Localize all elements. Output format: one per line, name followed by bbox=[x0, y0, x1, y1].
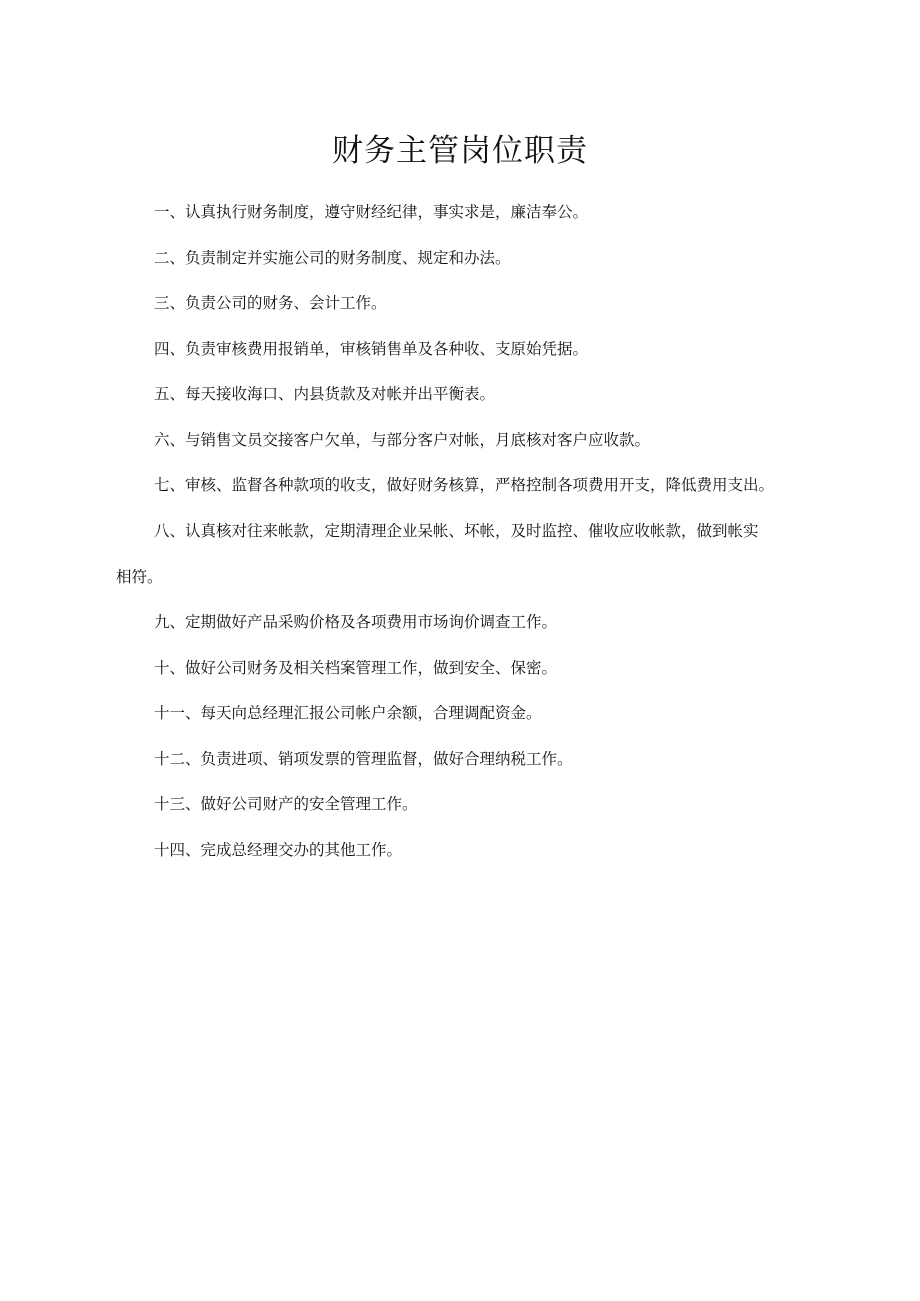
duty-item-9: 九、定期做好产品采购价格及各项费用市场询价调查工作。 bbox=[154, 613, 558, 631]
duty-item-12: 十二、负责进项、销项发票的管理监督，做好合理纳税工作。 bbox=[154, 749, 573, 768]
duty-item-5: 五、每天接收海口、内县货款及对帐并出平衡表。 bbox=[154, 385, 496, 403]
page-title: 财务主管岗位职责 bbox=[332, 133, 588, 169]
duty-item-14: 十四、完成总经理交办的其他工作。 bbox=[154, 840, 403, 859]
duty-item-6: 六、与销售文员交接客户欠单，与部分客户对帐，月底核对客户应收款。 bbox=[154, 430, 651, 449]
duty-item-1: 一、认真执行财务制度，遵守财经纪律，事实求是，廉洁奉公。 bbox=[154, 203, 589, 221]
duty-item-8 bbox=[116, 515, 816, 594]
duty-item-7: 七、审核、监督各种款项的收支，做好财务核算，严格控制各项费用开支，降低费用支出。 bbox=[154, 476, 775, 494]
duty-item-10: 十、做好公司财务及相关档案管理工作，做到安全、保密。 bbox=[154, 658, 558, 677]
duty-item-11: 十一、每天向总经理汇报公司帐户余额，合理调配资金。 bbox=[154, 704, 542, 722]
duty-item-3: 三、负责公司的财务、会计工作。 bbox=[154, 294, 387, 312]
duty-list bbox=[116, 196, 816, 879]
duty-item-8-line-2: 相符。 bbox=[116, 567, 163, 586]
duty-item-8-line-1: 八、认真核对往来帐款，定期清理企业呆帐、坏帐，及时监控、催收应收帐款，做到帐实 bbox=[154, 521, 759, 540]
duty-item-2: 二、负责制定并实施公司的财务制度、规定和办法。 bbox=[154, 248, 511, 267]
duty-item-13: 十三、做好公司财产的安全管理工作。 bbox=[154, 795, 418, 813]
duty-item-4: 四、负责审核费用报销单，审核销售单及各种收、支原始凭据。 bbox=[154, 339, 589, 358]
